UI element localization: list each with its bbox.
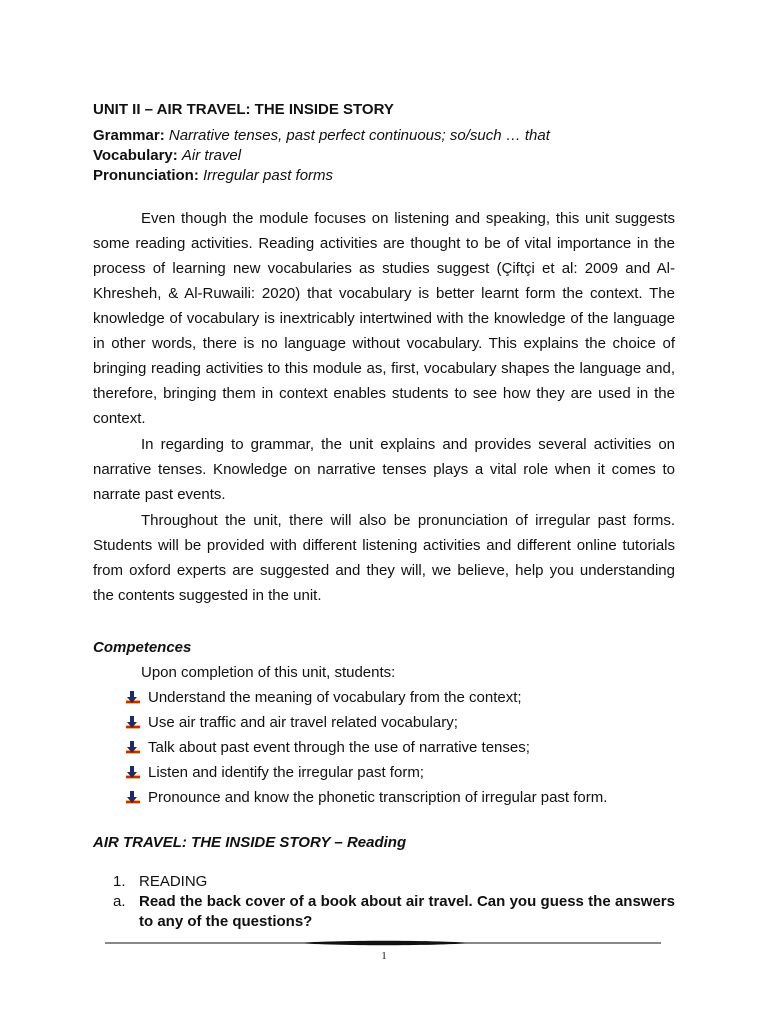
meta-pronunciation xyxy=(93,166,675,186)
page-content xyxy=(93,100,675,932)
arrow-bullet-icon xyxy=(126,766,140,780)
arrow-bullet-icon xyxy=(126,791,140,805)
list-number: 1. xyxy=(113,873,126,890)
page-number: 1 xyxy=(381,950,387,962)
pronunciation-paragraph: Throughout the unit, there will also be pronunciation of irregular past forms. Students will be provided with different listening activities and different online tutorials from oxford experts are suggested and they will, we believe, help you understanding the contents suggested in the unit. xyxy=(93,512,675,604)
question-letter: a. xyxy=(113,893,126,910)
competences-heading: Competences xyxy=(93,639,192,656)
list-item xyxy=(126,713,675,733)
reading-heading-main: AIR TRAVEL: THE INSIDE STORY – xyxy=(93,834,347,851)
meta-label: Vocabulary: xyxy=(93,147,178,164)
meta-value: Narrative tenses, past perfect continuous; so/such … that xyxy=(168,127,550,144)
meta-value: Air travel xyxy=(181,147,242,164)
list-item xyxy=(126,788,675,808)
arrow-bullet-icon xyxy=(126,691,140,705)
list-item xyxy=(126,763,675,783)
footer-divider xyxy=(105,938,661,948)
competence-text: Pronounce and know the phonetic transcription of irregular past form. xyxy=(148,789,608,806)
meta-vocabulary xyxy=(93,146,675,166)
meta-value: Irregular past forms xyxy=(203,167,334,184)
competence-text: Use air traffic and air travel related vocabulary; xyxy=(148,714,458,731)
question-text: Read the back cover of a book about air travel. Can you guess the answers to any of the questions? xyxy=(139,893,675,930)
list-item xyxy=(126,688,675,708)
unit-title: UNIT II – AIR TRAVEL: THE INSIDE STORY xyxy=(93,101,394,118)
reading-heading-rest: Reading xyxy=(346,834,407,851)
competence-text: Listen and identify the irregular past form; xyxy=(148,764,424,781)
list-item xyxy=(126,738,675,758)
reading-section-heading xyxy=(93,833,675,853)
competences-intro: Upon completion of this unit, students: xyxy=(141,664,396,681)
unit-meta xyxy=(93,126,675,186)
meta-label: Pronunciation: xyxy=(93,167,199,184)
intro-paragraph: Even though the module focuses on listening and speaking, this unit suggests some reading activities. Reading activities are thought to be of vital importance in the process of learning new vocabularies as studies suggest (Çiftçi et al: 2009 and Al-Khresheh, & Al-Ruwaili: 2020) that vocabulary is better learnt form the context. The knowledge of vocabulary is inextricably intertwined with the knowledge of the language in other words, there is no language without vocabulary. This explains the choice of bringing reading activities to this module as, first, vocabulary shapes the language and, therefore, bringing them in context enables students to see how they are used in the context. xyxy=(93,210,675,427)
arrow-bullet-icon xyxy=(126,741,140,755)
competence-text: Talk about past event through the use of narrative tenses; xyxy=(148,739,530,756)
meta-grammar xyxy=(93,126,675,146)
reading-list-item xyxy=(93,872,675,892)
meta-label: Grammar: xyxy=(93,127,165,144)
competence-text: Understand the meaning of vocabulary from the context; xyxy=(148,689,522,706)
list-label: READING xyxy=(139,873,208,890)
arrow-bullet-icon xyxy=(126,716,140,730)
grammar-paragraph: In regarding to grammar, the unit explains and provides several activities on narrative tenses. Knowledge on narrative tenses plays a vital role when it comes to narrate past events. xyxy=(93,436,675,503)
competences-list xyxy=(93,688,675,808)
reading-question xyxy=(93,892,675,932)
